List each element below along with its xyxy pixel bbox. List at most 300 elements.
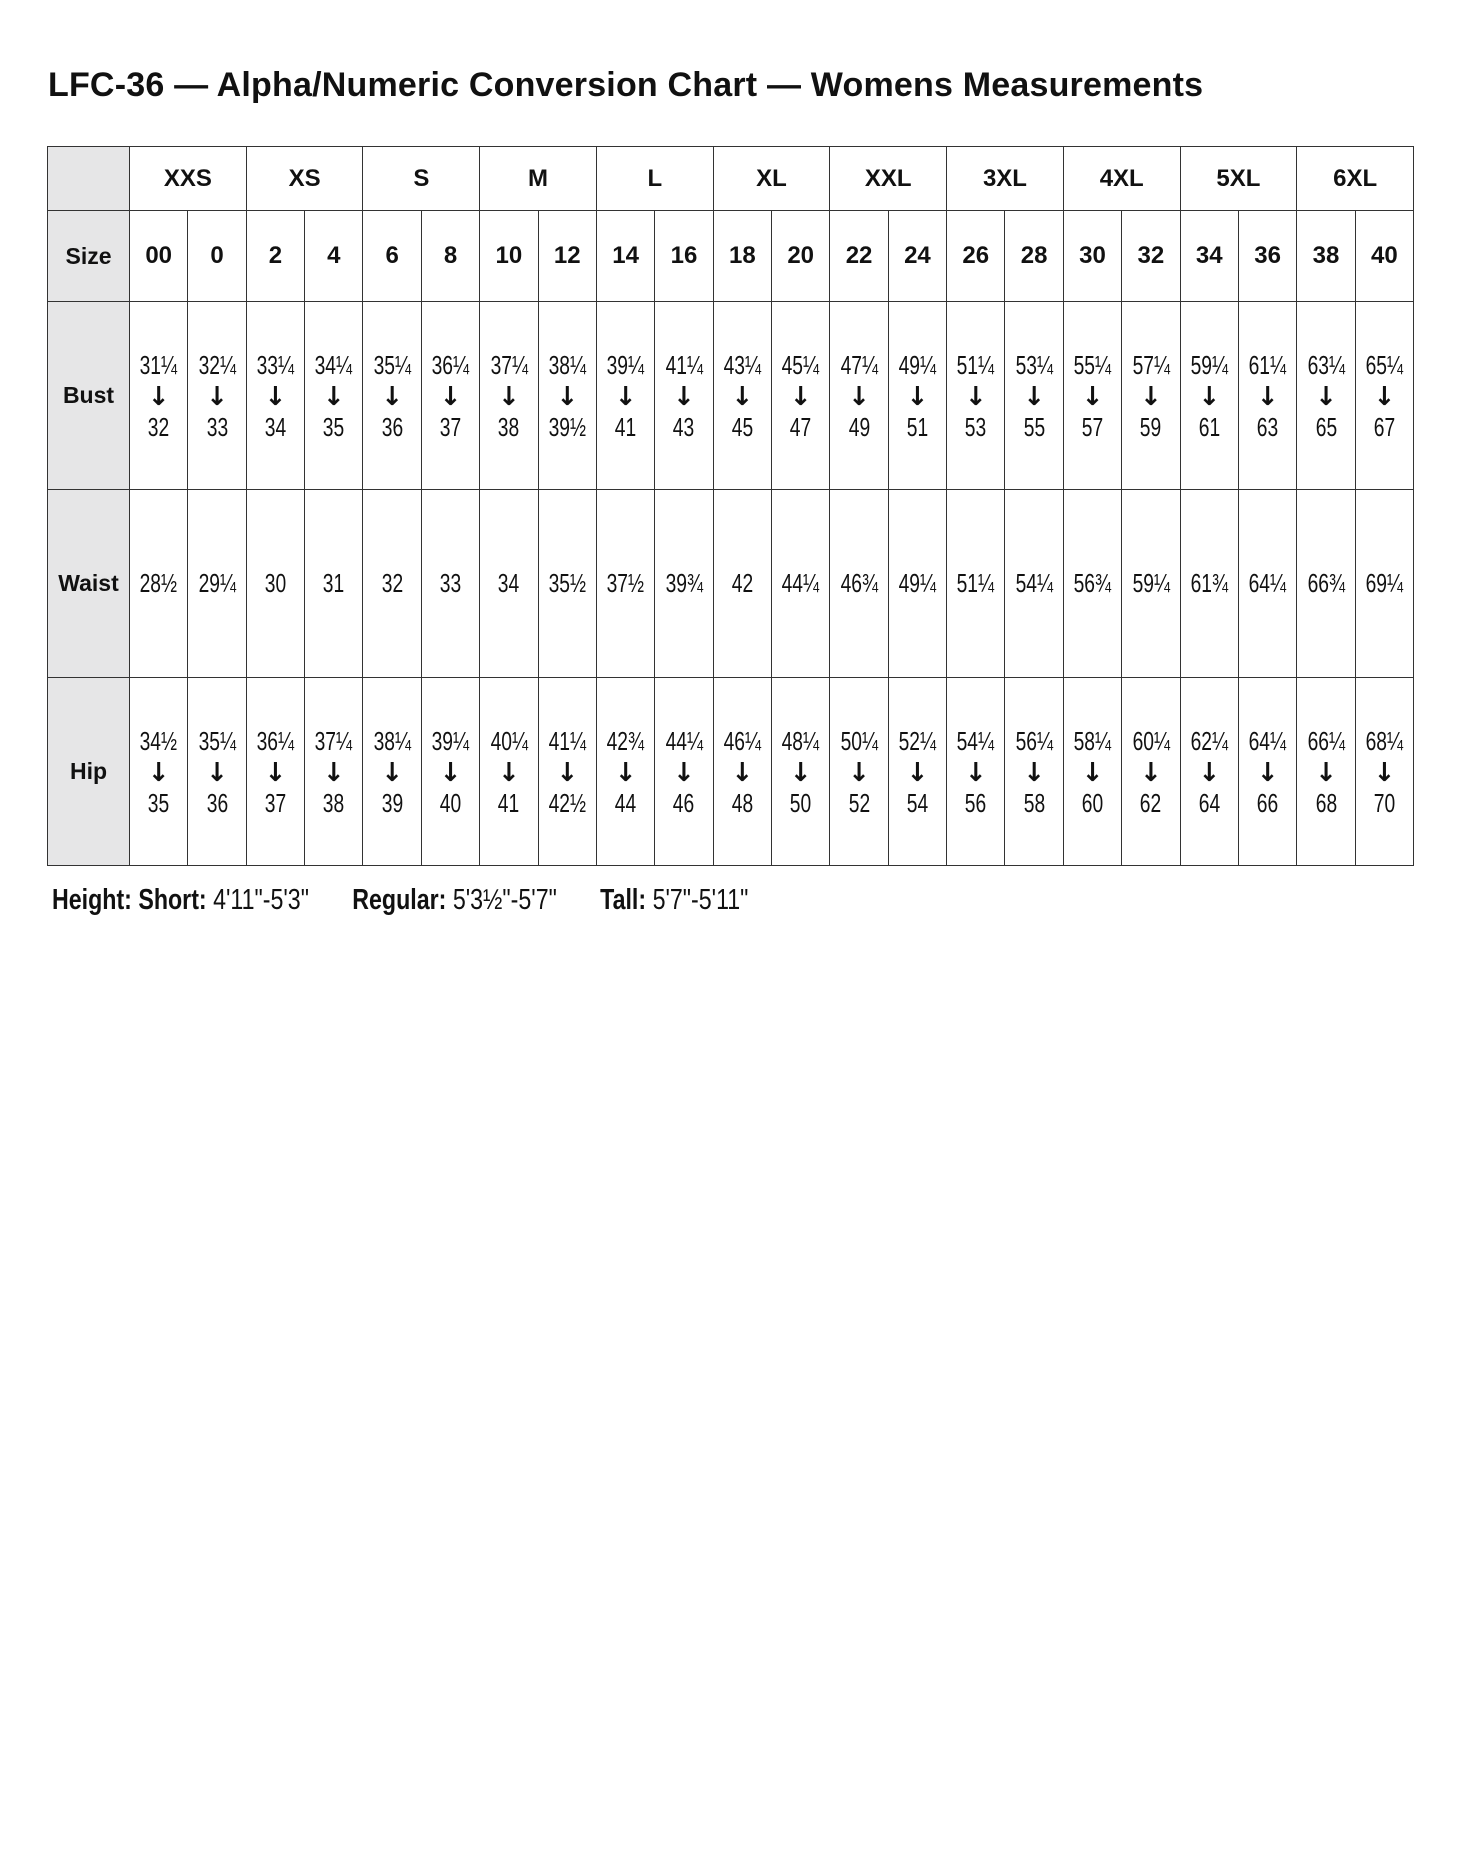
bust-from-value: 63¼ xyxy=(1307,349,1345,380)
height-regular-label: Regular: xyxy=(352,884,447,916)
row-label-bust: Bust xyxy=(48,302,130,490)
hip-to-value: 58 xyxy=(1023,787,1045,818)
numeric-size-cell: 18 xyxy=(713,211,771,302)
down-arrow-icon: ↓ xyxy=(731,757,754,788)
bust-cell xyxy=(1122,302,1180,490)
bust-to-value: 45 xyxy=(731,411,754,442)
down-arrow-icon: ↓ xyxy=(497,381,520,412)
down-arrow-icon: ↓ xyxy=(789,757,812,788)
bust-range xyxy=(1122,349,1179,442)
bust-cell xyxy=(130,302,188,490)
hip-to-value: 35 xyxy=(147,787,170,818)
waist-value: 49¼ xyxy=(898,568,937,598)
numeric-size-cell: 8 xyxy=(421,211,479,302)
alpha-size-cell: M xyxy=(480,147,597,211)
numeric-size-cell: 20 xyxy=(772,211,830,302)
hip-from-value: 40¼ xyxy=(490,725,528,756)
bust-from-value: 38¼ xyxy=(548,349,586,380)
down-arrow-icon: ↓ xyxy=(964,757,987,788)
bust-to-value: 53 xyxy=(965,411,987,442)
alpha-size-cell: XL xyxy=(713,147,830,211)
bust-to-value: 51 xyxy=(906,411,929,442)
waist-value: 54¼ xyxy=(1015,568,1053,598)
bust-from-value: 61¼ xyxy=(1248,349,1287,380)
hip-from-value: 46¼ xyxy=(723,725,762,756)
hip-cell xyxy=(947,678,1005,866)
waist-cell xyxy=(888,490,946,678)
numeric-size-cell: 26 xyxy=(947,211,1005,302)
bust-row xyxy=(48,302,1414,490)
numeric-size-cell: 40 xyxy=(1355,211,1413,302)
bust-from-value: 43¼ xyxy=(723,349,762,380)
numeric-size-cell: 12 xyxy=(538,211,596,302)
bust-cell xyxy=(1063,302,1121,490)
alpha-size-cell: XS xyxy=(246,147,363,211)
numeric-size-cell: 4 xyxy=(305,211,363,302)
hip-range xyxy=(1005,725,1062,818)
hip-from-value: 39¼ xyxy=(431,725,470,756)
waist-value: 34 xyxy=(498,568,520,598)
hip-range xyxy=(1181,725,1238,818)
down-arrow-icon: ↓ xyxy=(673,757,695,788)
hip-to-value: 66 xyxy=(1256,787,1279,818)
hip-from-value: 34½ xyxy=(139,725,178,756)
hip-range xyxy=(247,725,304,818)
hip-from-value: 66¼ xyxy=(1307,725,1345,756)
hip-cell xyxy=(421,678,479,866)
bust-from-value: 31¼ xyxy=(139,349,178,380)
hip-to-value: 42½ xyxy=(548,787,586,818)
hip-to-value: 40 xyxy=(439,787,462,818)
numeric-size-row xyxy=(48,211,1414,302)
alpha-size-row xyxy=(48,147,1414,211)
down-arrow-icon: ↓ xyxy=(264,381,287,412)
bust-cell xyxy=(363,302,421,490)
hip-to-value: 56 xyxy=(965,787,987,818)
hip-to-value: 44 xyxy=(614,787,637,818)
down-arrow-icon: ↓ xyxy=(789,381,812,412)
hip-from-value: 64¼ xyxy=(1248,725,1287,756)
waist-cell xyxy=(947,490,1005,678)
down-arrow-icon: ↓ xyxy=(1139,381,1162,412)
hip-to-value: 52 xyxy=(848,787,870,818)
bust-range xyxy=(1297,349,1354,442)
bust-to-value: 63 xyxy=(1256,411,1279,442)
numeric-size-cell: 14 xyxy=(596,211,654,302)
hip-to-value: 36 xyxy=(206,787,228,818)
hip-cell xyxy=(305,678,363,866)
waist-cell xyxy=(1297,490,1355,678)
bust-range xyxy=(1356,349,1413,442)
down-arrow-icon: ↓ xyxy=(1315,757,1337,788)
page-title: LFC-36 — Alpha/Numeric Conversion Chart — Womens Measurements xyxy=(48,66,1204,104)
bust-from-value: 59¼ xyxy=(1190,349,1228,380)
hip-from-value: 38¼ xyxy=(373,725,411,756)
height-short-label: Short: xyxy=(138,884,207,916)
row-label-waist: Waist xyxy=(48,490,130,678)
bust-from-value: 34¼ xyxy=(315,349,353,380)
bust-from-value: 51¼ xyxy=(957,349,995,380)
bust-to-value: 41 xyxy=(614,411,637,442)
hip-range xyxy=(889,725,946,818)
hip-from-value: 35¼ xyxy=(198,725,236,756)
hip-range xyxy=(655,725,712,818)
hip-range xyxy=(1356,725,1413,818)
hip-range xyxy=(714,725,771,818)
down-arrow-icon: ↓ xyxy=(1023,757,1046,788)
alpha-size-cell: 6XL xyxy=(1297,147,1414,211)
bust-cell xyxy=(246,302,304,490)
down-arrow-icon: ↓ xyxy=(206,757,228,788)
numeric-size-cell: 34 xyxy=(1180,211,1238,302)
alpha-size-cell: L xyxy=(596,147,713,211)
bust-range xyxy=(480,349,537,442)
hip-range xyxy=(772,725,829,818)
down-arrow-icon: ↓ xyxy=(848,381,870,412)
bust-to-value: 39½ xyxy=(548,411,586,442)
height-regular-value: 5'3½"-5'7" xyxy=(452,884,557,916)
hip-to-value: 48 xyxy=(731,787,754,818)
bust-cell xyxy=(655,302,713,490)
hip-cell xyxy=(655,678,713,866)
bust-to-value: 32 xyxy=(147,411,170,442)
hip-cell xyxy=(1297,678,1355,866)
hip-from-value: 56¼ xyxy=(1015,725,1053,756)
height-legend xyxy=(52,884,748,917)
hip-cell xyxy=(363,678,421,866)
hip-range xyxy=(539,725,596,818)
waist-value: 64¼ xyxy=(1248,568,1287,598)
numeric-size-cell: 36 xyxy=(1238,211,1296,302)
bust-to-value: 37 xyxy=(439,411,462,442)
hip-range xyxy=(1297,725,1354,818)
down-arrow-icon: ↓ xyxy=(322,757,345,788)
bust-to-value: 57 xyxy=(1081,411,1104,442)
bust-from-value: 37¼ xyxy=(490,349,528,380)
bust-from-value: 35¼ xyxy=(373,349,411,380)
down-arrow-icon: ↓ xyxy=(1315,381,1337,412)
alpha-size-cell: 5XL xyxy=(1180,147,1297,211)
bust-from-value: 55¼ xyxy=(1073,349,1112,380)
hip-cell xyxy=(480,678,538,866)
hip-cell xyxy=(596,678,654,866)
bust-cell xyxy=(1297,302,1355,490)
down-arrow-icon: ↓ xyxy=(322,381,345,412)
hip-range xyxy=(1239,725,1296,818)
bust-range xyxy=(305,349,362,442)
down-arrow-icon: ↓ xyxy=(439,381,462,412)
alpha-size-cell: S xyxy=(363,147,480,211)
waist-value: 39¾ xyxy=(665,568,703,598)
bust-range xyxy=(714,349,771,442)
bust-cell xyxy=(1180,302,1238,490)
bust-cell xyxy=(888,302,946,490)
hip-from-value: 37¼ xyxy=(315,725,353,756)
row-label-hip: Hip xyxy=(48,678,130,866)
waist-row xyxy=(48,490,1414,678)
waist-cell xyxy=(772,490,830,678)
numeric-size-cell: 0 xyxy=(188,211,246,302)
down-arrow-icon: ↓ xyxy=(381,381,404,412)
hip-to-value: 46 xyxy=(673,787,695,818)
numeric-size-cell: 00 xyxy=(130,211,188,302)
waist-cell xyxy=(830,490,888,678)
hip-cell xyxy=(713,678,771,866)
hip-to-value: 54 xyxy=(906,787,929,818)
hip-cell xyxy=(130,678,188,866)
hip-row xyxy=(48,678,1414,866)
hip-cell xyxy=(188,678,246,866)
waist-value: 29¼ xyxy=(198,568,236,598)
waist-cell xyxy=(421,490,479,678)
down-arrow-icon: ↓ xyxy=(1256,381,1279,412)
down-arrow-icon: ↓ xyxy=(614,381,637,412)
bust-cell xyxy=(1355,302,1413,490)
height-tall-value: 5'7"-5'11" xyxy=(652,884,749,916)
hip-from-value: 41¼ xyxy=(548,725,586,756)
bust-range xyxy=(1005,349,1062,442)
hip-to-value: 39 xyxy=(381,787,403,818)
down-arrow-icon: ↓ xyxy=(848,757,870,788)
down-arrow-icon: ↓ xyxy=(1198,757,1221,788)
hip-from-value: 52¼ xyxy=(898,725,937,756)
waist-value: 32 xyxy=(381,568,403,598)
hip-to-value: 60 xyxy=(1081,787,1104,818)
hip-from-value: 62¼ xyxy=(1190,725,1228,756)
bust-cell xyxy=(713,302,771,490)
hip-cell xyxy=(1122,678,1180,866)
waist-cell xyxy=(538,490,596,678)
down-arrow-icon: ↓ xyxy=(556,757,579,788)
bust-to-value: 43 xyxy=(673,411,695,442)
hip-range xyxy=(1064,725,1121,818)
down-arrow-icon: ↓ xyxy=(673,381,695,412)
conversion-table xyxy=(47,146,1414,866)
hip-to-value: 38 xyxy=(323,787,345,818)
waist-cell xyxy=(363,490,421,678)
height-short-value: 4'11"-5'3" xyxy=(213,884,309,916)
waist-cell xyxy=(713,490,771,678)
hip-to-value: 50 xyxy=(789,787,812,818)
hip-cell xyxy=(888,678,946,866)
waist-cell xyxy=(596,490,654,678)
waist-cell xyxy=(130,490,188,678)
waist-value: 51¼ xyxy=(957,568,995,598)
hip-cell xyxy=(1180,678,1238,866)
hip-cell xyxy=(1238,678,1296,866)
waist-value: 35½ xyxy=(548,568,586,598)
hip-range xyxy=(830,725,887,818)
bust-to-value: 36 xyxy=(381,411,403,442)
bust-cell xyxy=(596,302,654,490)
bust-from-value: 39¼ xyxy=(606,349,645,380)
numeric-size-cell: 28 xyxy=(1005,211,1063,302)
bust-cell xyxy=(538,302,596,490)
hip-cell xyxy=(772,678,830,866)
waist-cell xyxy=(305,490,363,678)
bust-range xyxy=(539,349,596,442)
down-arrow-icon: ↓ xyxy=(1373,381,1396,412)
hip-to-value: 37 xyxy=(264,787,287,818)
hip-from-value: 42¾ xyxy=(606,725,645,756)
bust-to-value: 35 xyxy=(323,411,345,442)
bust-to-value: 34 xyxy=(264,411,287,442)
hip-from-value: 48¼ xyxy=(781,725,820,756)
bust-from-value: 49¼ xyxy=(898,349,937,380)
bust-range xyxy=(188,349,245,442)
bust-cell xyxy=(772,302,830,490)
hip-range xyxy=(188,725,245,818)
bust-to-value: 67 xyxy=(1373,411,1396,442)
hip-cell xyxy=(1005,678,1063,866)
numeric-size-cell: 24 xyxy=(888,211,946,302)
bust-from-value: 45¼ xyxy=(781,349,820,380)
down-arrow-icon: ↓ xyxy=(1198,381,1221,412)
hip-range xyxy=(305,725,362,818)
down-arrow-icon: ↓ xyxy=(1139,757,1162,788)
bust-to-value: 49 xyxy=(848,411,870,442)
bust-cell xyxy=(480,302,538,490)
down-arrow-icon: ↓ xyxy=(614,757,637,788)
waist-cell xyxy=(188,490,246,678)
down-arrow-icon: ↓ xyxy=(906,381,929,412)
hip-range xyxy=(130,725,187,818)
down-arrow-icon: ↓ xyxy=(1081,381,1104,412)
numeric-size-cell: 38 xyxy=(1297,211,1355,302)
bust-range xyxy=(947,349,1004,442)
hip-cell xyxy=(830,678,888,866)
hip-to-value: 41 xyxy=(498,787,520,818)
waist-value: 46¾ xyxy=(840,568,878,598)
bust-range xyxy=(772,349,829,442)
numeric-size-cell: 6 xyxy=(363,211,421,302)
bust-cell xyxy=(188,302,246,490)
waist-value: 44¼ xyxy=(781,568,820,598)
bust-to-value: 33 xyxy=(206,411,228,442)
down-arrow-icon: ↓ xyxy=(1373,757,1396,788)
waist-value: 31 xyxy=(323,568,345,598)
bust-cell xyxy=(305,302,363,490)
down-arrow-icon: ↓ xyxy=(1081,757,1104,788)
bust-to-value: 61 xyxy=(1198,411,1220,442)
alpha-size-cell: XXL xyxy=(830,147,947,211)
bust-range xyxy=(247,349,304,442)
hip-range xyxy=(597,725,654,818)
bust-from-value: 53¼ xyxy=(1015,349,1053,380)
bust-to-value: 47 xyxy=(789,411,812,442)
down-arrow-icon: ↓ xyxy=(147,757,170,788)
numeric-size-cell: 16 xyxy=(655,211,713,302)
hip-cell xyxy=(538,678,596,866)
bust-range xyxy=(1181,349,1238,442)
waist-value: 69¼ xyxy=(1365,568,1404,598)
numeric-size-cell: 22 xyxy=(830,211,888,302)
waist-value: 42 xyxy=(731,568,754,598)
bust-cell xyxy=(1238,302,1296,490)
down-arrow-icon: ↓ xyxy=(147,381,170,412)
bust-range xyxy=(597,349,654,442)
waist-value: 61¾ xyxy=(1190,568,1228,598)
waist-value: 56¾ xyxy=(1073,568,1112,598)
numeric-size-cell: 2 xyxy=(246,211,304,302)
hip-range xyxy=(422,725,479,818)
hip-range xyxy=(947,725,1004,818)
numeric-size-cell: 10 xyxy=(480,211,538,302)
down-arrow-icon: ↓ xyxy=(1256,757,1279,788)
bust-to-value: 59 xyxy=(1140,411,1162,442)
waist-value: 28½ xyxy=(139,568,178,598)
hip-from-value: 50¼ xyxy=(840,725,878,756)
waist-cell xyxy=(246,490,304,678)
down-arrow-icon: ↓ xyxy=(381,757,404,788)
bust-cell xyxy=(1005,302,1063,490)
bust-from-value: 65¼ xyxy=(1365,349,1404,380)
waist-value: 66¾ xyxy=(1307,568,1345,598)
hip-from-value: 44¼ xyxy=(665,725,703,756)
bust-from-value: 32¼ xyxy=(198,349,236,380)
down-arrow-icon: ↓ xyxy=(556,381,579,412)
height-tall-label: Tall: xyxy=(600,884,647,916)
bust-range xyxy=(422,349,479,442)
hip-cell xyxy=(246,678,304,866)
alpha-size-cell: XXS xyxy=(130,147,247,211)
bust-range xyxy=(1064,349,1121,442)
down-arrow-icon: ↓ xyxy=(964,381,987,412)
hip-from-value: 36¼ xyxy=(256,725,295,756)
alpha-size-cell: 3XL xyxy=(947,147,1064,211)
waist-value: 33 xyxy=(439,568,462,598)
hip-cell xyxy=(1355,678,1413,866)
waist-value: 30 xyxy=(264,568,287,598)
hip-to-value: 64 xyxy=(1198,787,1220,818)
down-arrow-icon: ↓ xyxy=(439,757,462,788)
bust-from-value: 57¼ xyxy=(1132,349,1170,380)
bust-range xyxy=(830,349,887,442)
hip-from-value: 68¼ xyxy=(1365,725,1404,756)
hip-from-value: 60¼ xyxy=(1132,725,1170,756)
hip-range xyxy=(1122,725,1179,818)
waist-value: 59¼ xyxy=(1132,568,1170,598)
bust-from-value: 41¼ xyxy=(665,349,703,380)
waist-cell xyxy=(1122,490,1180,678)
bust-range xyxy=(889,349,946,442)
corner-cell xyxy=(48,147,130,211)
hip-range xyxy=(363,725,420,818)
hip-to-value: 68 xyxy=(1315,787,1337,818)
waist-cell xyxy=(1355,490,1413,678)
hip-to-value: 62 xyxy=(1140,787,1162,818)
down-arrow-icon: ↓ xyxy=(264,757,287,788)
bust-cell xyxy=(421,302,479,490)
hip-range xyxy=(480,725,537,818)
waist-cell xyxy=(1005,490,1063,678)
bust-cell xyxy=(947,302,1005,490)
waist-cell xyxy=(480,490,538,678)
bust-cell xyxy=(830,302,888,490)
bust-from-value: 33¼ xyxy=(256,349,295,380)
hip-from-value: 54¼ xyxy=(957,725,995,756)
down-arrow-icon: ↓ xyxy=(1023,381,1046,412)
bust-from-value: 36¼ xyxy=(431,349,470,380)
bust-to-value: 65 xyxy=(1315,411,1337,442)
height-label: Height: xyxy=(52,884,132,916)
down-arrow-icon: ↓ xyxy=(206,381,228,412)
bust-to-value: 55 xyxy=(1023,411,1045,442)
waist-cell xyxy=(1238,490,1296,678)
down-arrow-icon: ↓ xyxy=(497,757,520,788)
waist-cell xyxy=(1063,490,1121,678)
numeric-size-cell: 32 xyxy=(1122,211,1180,302)
